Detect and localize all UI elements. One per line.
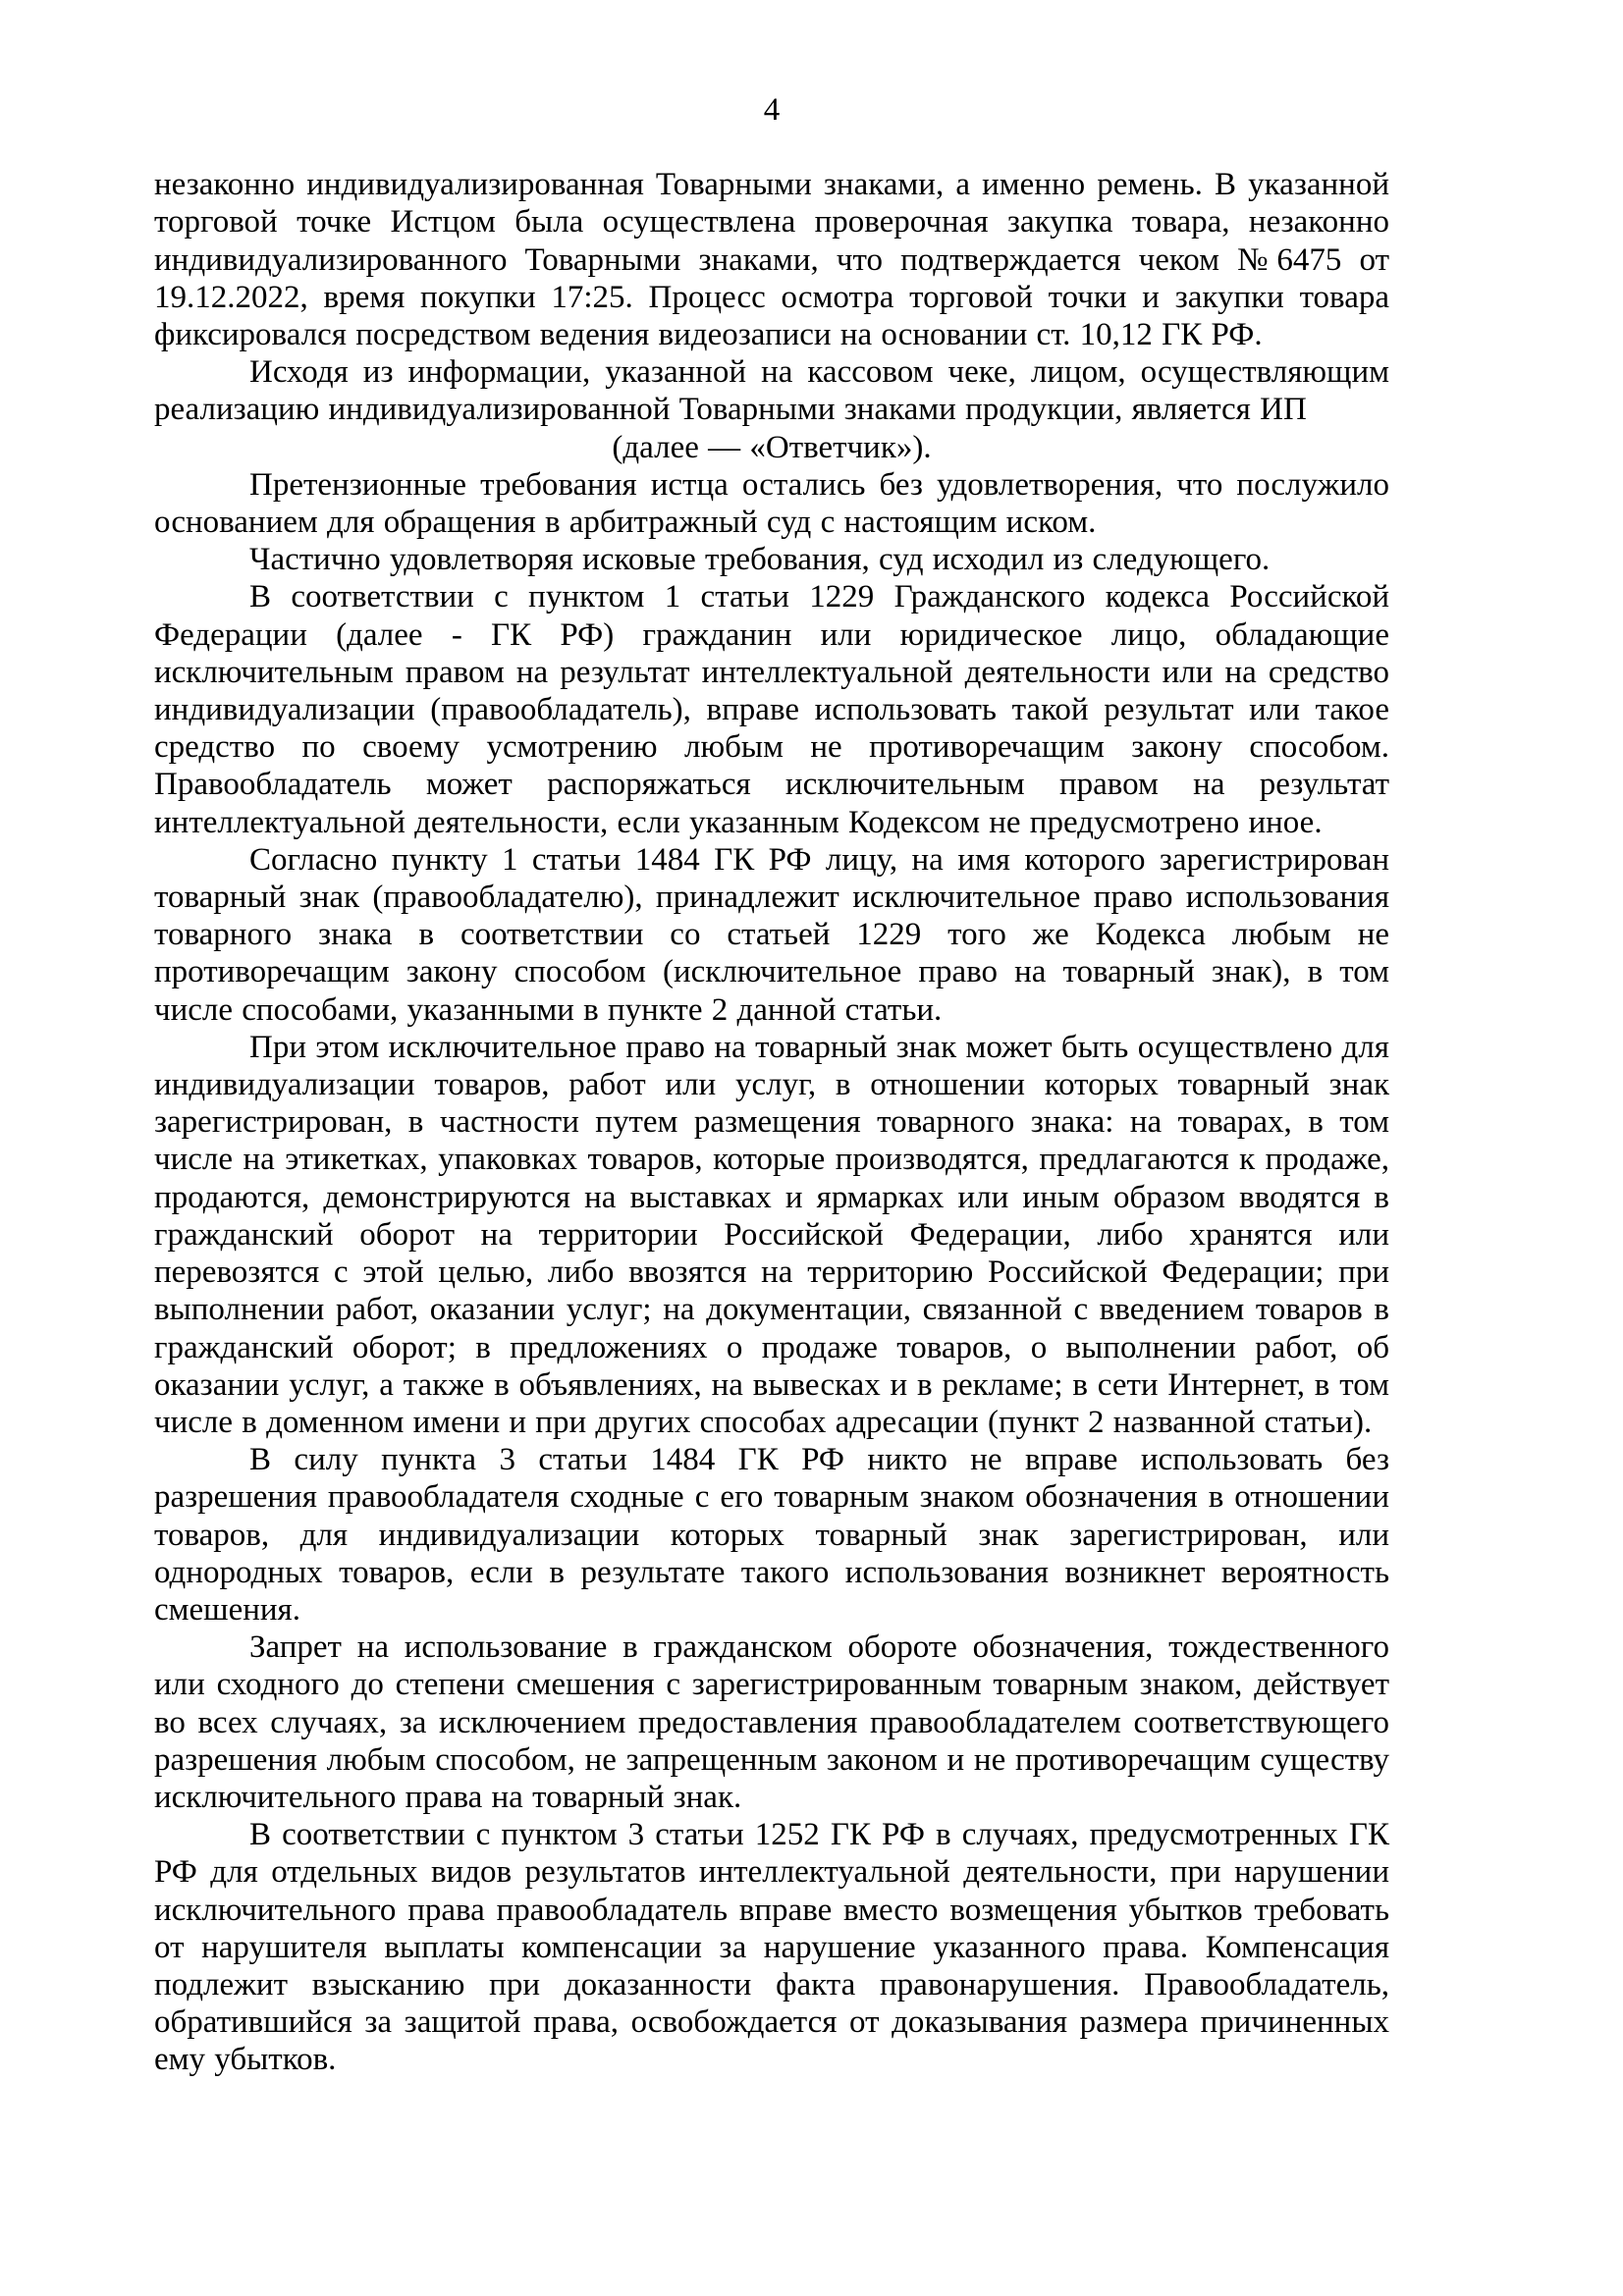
body-paragraph: Запрет на использование в гражданском обороте обозначения, тождественного или сходного до степени смешения с зарегистрированным товарным знаком, действует во всех случаях, за исключением предоставления правообладателем соответствующего разрешения любым способом, не запрещенным законом и не противоречащим существу исключительного права на товарный знак. xyxy=(154,1629,1389,1815)
page-number: 4 xyxy=(763,92,781,128)
body-paragraph: В силу пункта 3 статьи 1484 ГК РФ никто не вправе использовать без разрешения правообладателя сходные с его товарным знаком обозначения в отношении товаров, для индивидуализации которых товарный знак зарегистрирован, или однородных товаров, если в результате такого использования возникнет вероятность смешения. xyxy=(154,1442,1389,1628)
body-paragraph: Частично удовлетворяя исковые требования, суд исходил из следующего. xyxy=(249,542,1271,578)
body-paragraph: Претензионные требования истца остались без удовлетворения, что послужило основанием для обращения в арбитражный суд с настоящим иском. xyxy=(154,466,1389,541)
body-paragraph: Исходя из информации, указанной на кассовом чеке, лицом, осуществляющим реализацию индивидуализированной Товарными знаками продукции, является ИП xyxy=(154,354,1389,428)
body-paragraph: незаконно индивидуализированная Товарными знаками, а именно ремень. В указанной торговой точке Истцом была осуществлена проверочная закупка товара, незаконно индивидуализированного Товарными знаками, что подтверждается чеком №6475 от 19.12.2022, время покупки 17:25. Процесс осмотра торговой точки и закупки товара фиксировался посредством ведения видеозаписи на основании ст. 10,12 ГК РФ. xyxy=(154,167,1389,353)
body-paragraph: При этом исключительное право на товарный знак может быть осуществлено для индивидуализации товаров, работ или услуг, в отношении которых товарный знак зарегистрирован, в частности путем размещения товарного знака: на товарах, в том числе на этикетках, упаковках товаров, которые производятся, предлагаются к продаже, продаются, демонстрируются на выставках и ярмарках или иным образом вводятся в гражданский оборот на территории Российской Федерации, либо хранятся или перевозятся с этой целью, либо ввозятся на территорию Российской Федерации; при выполнении работ, оказании услуг; на документации, связанной с введением товаров в гражданский оборот; в предложениях о продаже товаров, о выполнении работ, об оказании услуг, а также в объявлениях, на вывесках и в рекламе; в сети Интернет, в том числе в доменном имени и при других способах адресации (пункт 2 названной статьи). xyxy=(154,1029,1389,1440)
body-paragraph: (далее — «Ответчик»). xyxy=(612,429,932,465)
body-paragraph: В соответствии с пунктом 1 статьи 1229 Гражданского кодекса Российской Федерации (далее - ГК РФ) гражданин или юридическое лицо, обладающие исключительным правом на результат интеллектуальной деятельности или на средство индивидуализации (правообладатель), вправе использовать такой результат или такое средство по своему усмотрению любым не противоречащим закону способом. Правообладатель может распоряжаться исключительным правом на результат интеллектуальной деятельности, если указанным Кодексом не предусмотрено иное. xyxy=(154,579,1389,840)
body-paragraph: Согласно пункту 1 статьи 1484 ГК РФ лицу, на имя которого зарегистрирован товарный знак (правообладателю), принадлежит исключительное право использования товарного знака в соответствии со статьей 1229 того же Кодекса любым не противоречащим закону способом (исключительное право на товарный знак), в том числе способами, указанными в пункте 2 данной статьи. xyxy=(154,841,1389,1028)
page-content xyxy=(154,91,1389,2079)
body-paragraph: В соответствии с пунктом 3 статьи 1252 ГК РФ в случаях, предусмотренных ГК РФ для отдельных видов результатов интеллектуальной деятельности, при нарушении исключительного права правообладатель вправе вместо возмещения убытков требовать от нарушителя выплаты компенсации за нарушение указанного права. Компенсация подлежит взысканию при доказанности факта правонарушения. Правообладатель, обратившийся за защитой права, освобождается от доказывания размера причиненных ему убытков. xyxy=(154,1817,1389,2078)
